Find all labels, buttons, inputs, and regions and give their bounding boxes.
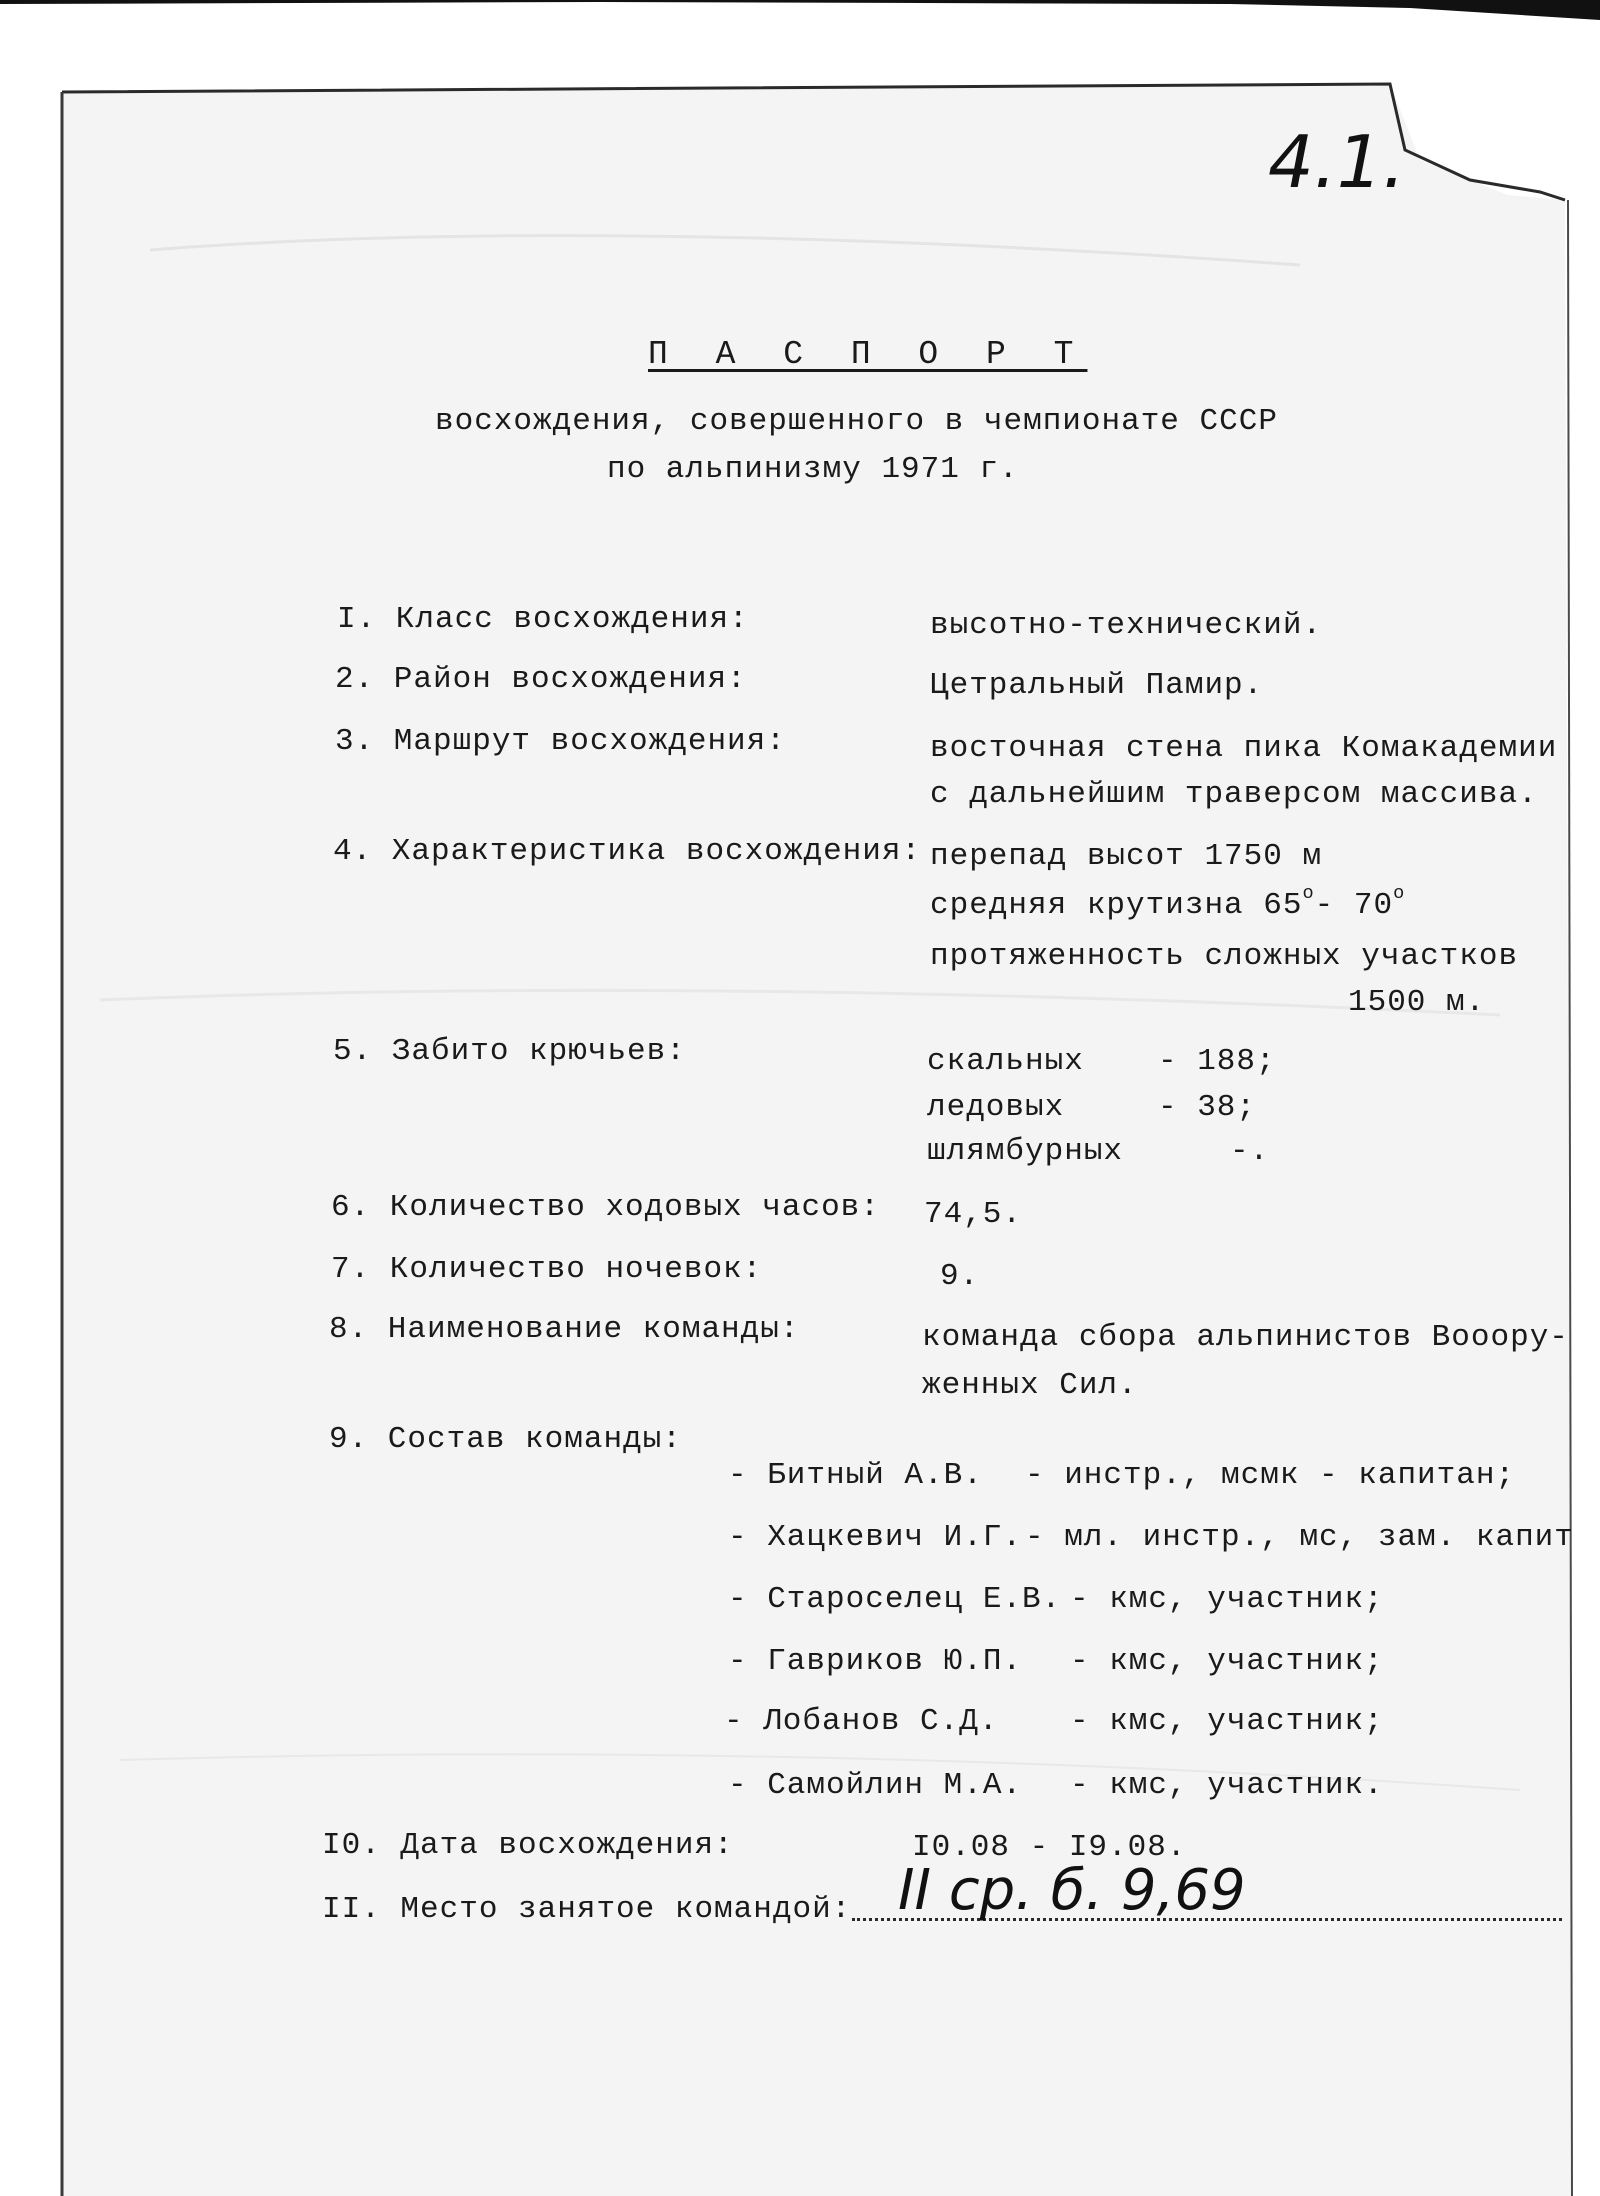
item-10-value: I0.08 - I9.08. (912, 1830, 1187, 1865)
member-info: - мл. инстр., мс, зам. капит (1025, 1520, 1574, 1555)
member-info: - кмс, участник. (1070, 1768, 1384, 1803)
item-8-value-line-2: женных Сил. (922, 1368, 1138, 1403)
subtitle-line-1: восхождения, совершенного в чемпионате СССР (435, 404, 1278, 439)
member-info: - инстр., мсмк - капитан; (1025, 1458, 1516, 1493)
member-name: - Битный А.В. (728, 1458, 983, 1493)
item-1-label: I. Класс восхождения: (337, 602, 749, 637)
pitons-rock-value: - 188; (1158, 1044, 1276, 1079)
item-5-label: 5. Забито крючьев: (333, 1034, 686, 1069)
member-name: - Самойлин М.А. (728, 1768, 1023, 1803)
item-3-label: 3. Маршрут восхождения: (335, 724, 786, 759)
item-7-value: 9. (940, 1259, 980, 1294)
item-8-label: 8. Наименование команды: (329, 1312, 800, 1347)
pitons-bolt-value: -. (1230, 1134, 1270, 1169)
member-info: - кмс, участник; (1070, 1582, 1384, 1617)
page-number-handwritten: 4.1. (1268, 120, 1406, 204)
item-1-value: высотно-технический. (930, 608, 1323, 643)
member-info: - кмс, участник; (1070, 1704, 1384, 1739)
place-handwritten: II ср. б. 9,69 (898, 1858, 1246, 1923)
item-9-label: 9. Состав команды: (329, 1422, 682, 1457)
item-2-label: 2. Район восхождения: (335, 662, 747, 697)
member-name: - Староселец Е.В. (728, 1582, 1062, 1617)
pitons-ice-value: - 38; (1158, 1090, 1257, 1125)
pitons-ice-label: ледовых (927, 1090, 1065, 1125)
item-7-label: 7. Количество ночевок: (331, 1252, 763, 1287)
item-4-line-3: протяженность сложных участков (930, 939, 1519, 974)
pitons-bolt-label: шлямбурных (927, 1134, 1124, 1169)
item-11-label: II. Место занятое командой: (322, 1892, 852, 1927)
member-name: - Лобанов С.Д. (724, 1704, 999, 1739)
member-name: - Хацкевич И.Г. (728, 1520, 1023, 1555)
item-10-label: I0. Дата восхождения: (322, 1828, 734, 1863)
subtitle-line-2: по альпинизму 1971 г. (607, 452, 1019, 487)
member-info: - кмс, участник; (1070, 1644, 1384, 1679)
item-3-value-line-1: восточная стена пика Комакадемии (930, 731, 1558, 766)
document-title: П А С П О Р Т (648, 336, 1088, 373)
pitons-rock-label: скальных (927, 1044, 1084, 1079)
item-2-value: Цетральный Памир. (930, 668, 1264, 703)
item-6-value: 74,5. (924, 1197, 1023, 1232)
item-4-line-4: 1500 м. (1348, 985, 1486, 1020)
item-4-label: 4. Характеристика восхождения: (333, 834, 922, 869)
item-3-value-line-2: с дальнейшим траверсом массива. (930, 777, 1538, 812)
item-8-value-line-1: команда сбора альпинистов Вооору- (922, 1320, 1569, 1355)
member-name: - Гавриков Ю.П. (728, 1644, 1023, 1679)
item-6-label: 6. Количество ходовых часов: (331, 1190, 880, 1225)
item-4-line-1: перепад высот 1750 м (930, 839, 1323, 874)
item-4-line-2: средняя крутизна $65^о-$ $70^о$ (930, 883, 1406, 923)
